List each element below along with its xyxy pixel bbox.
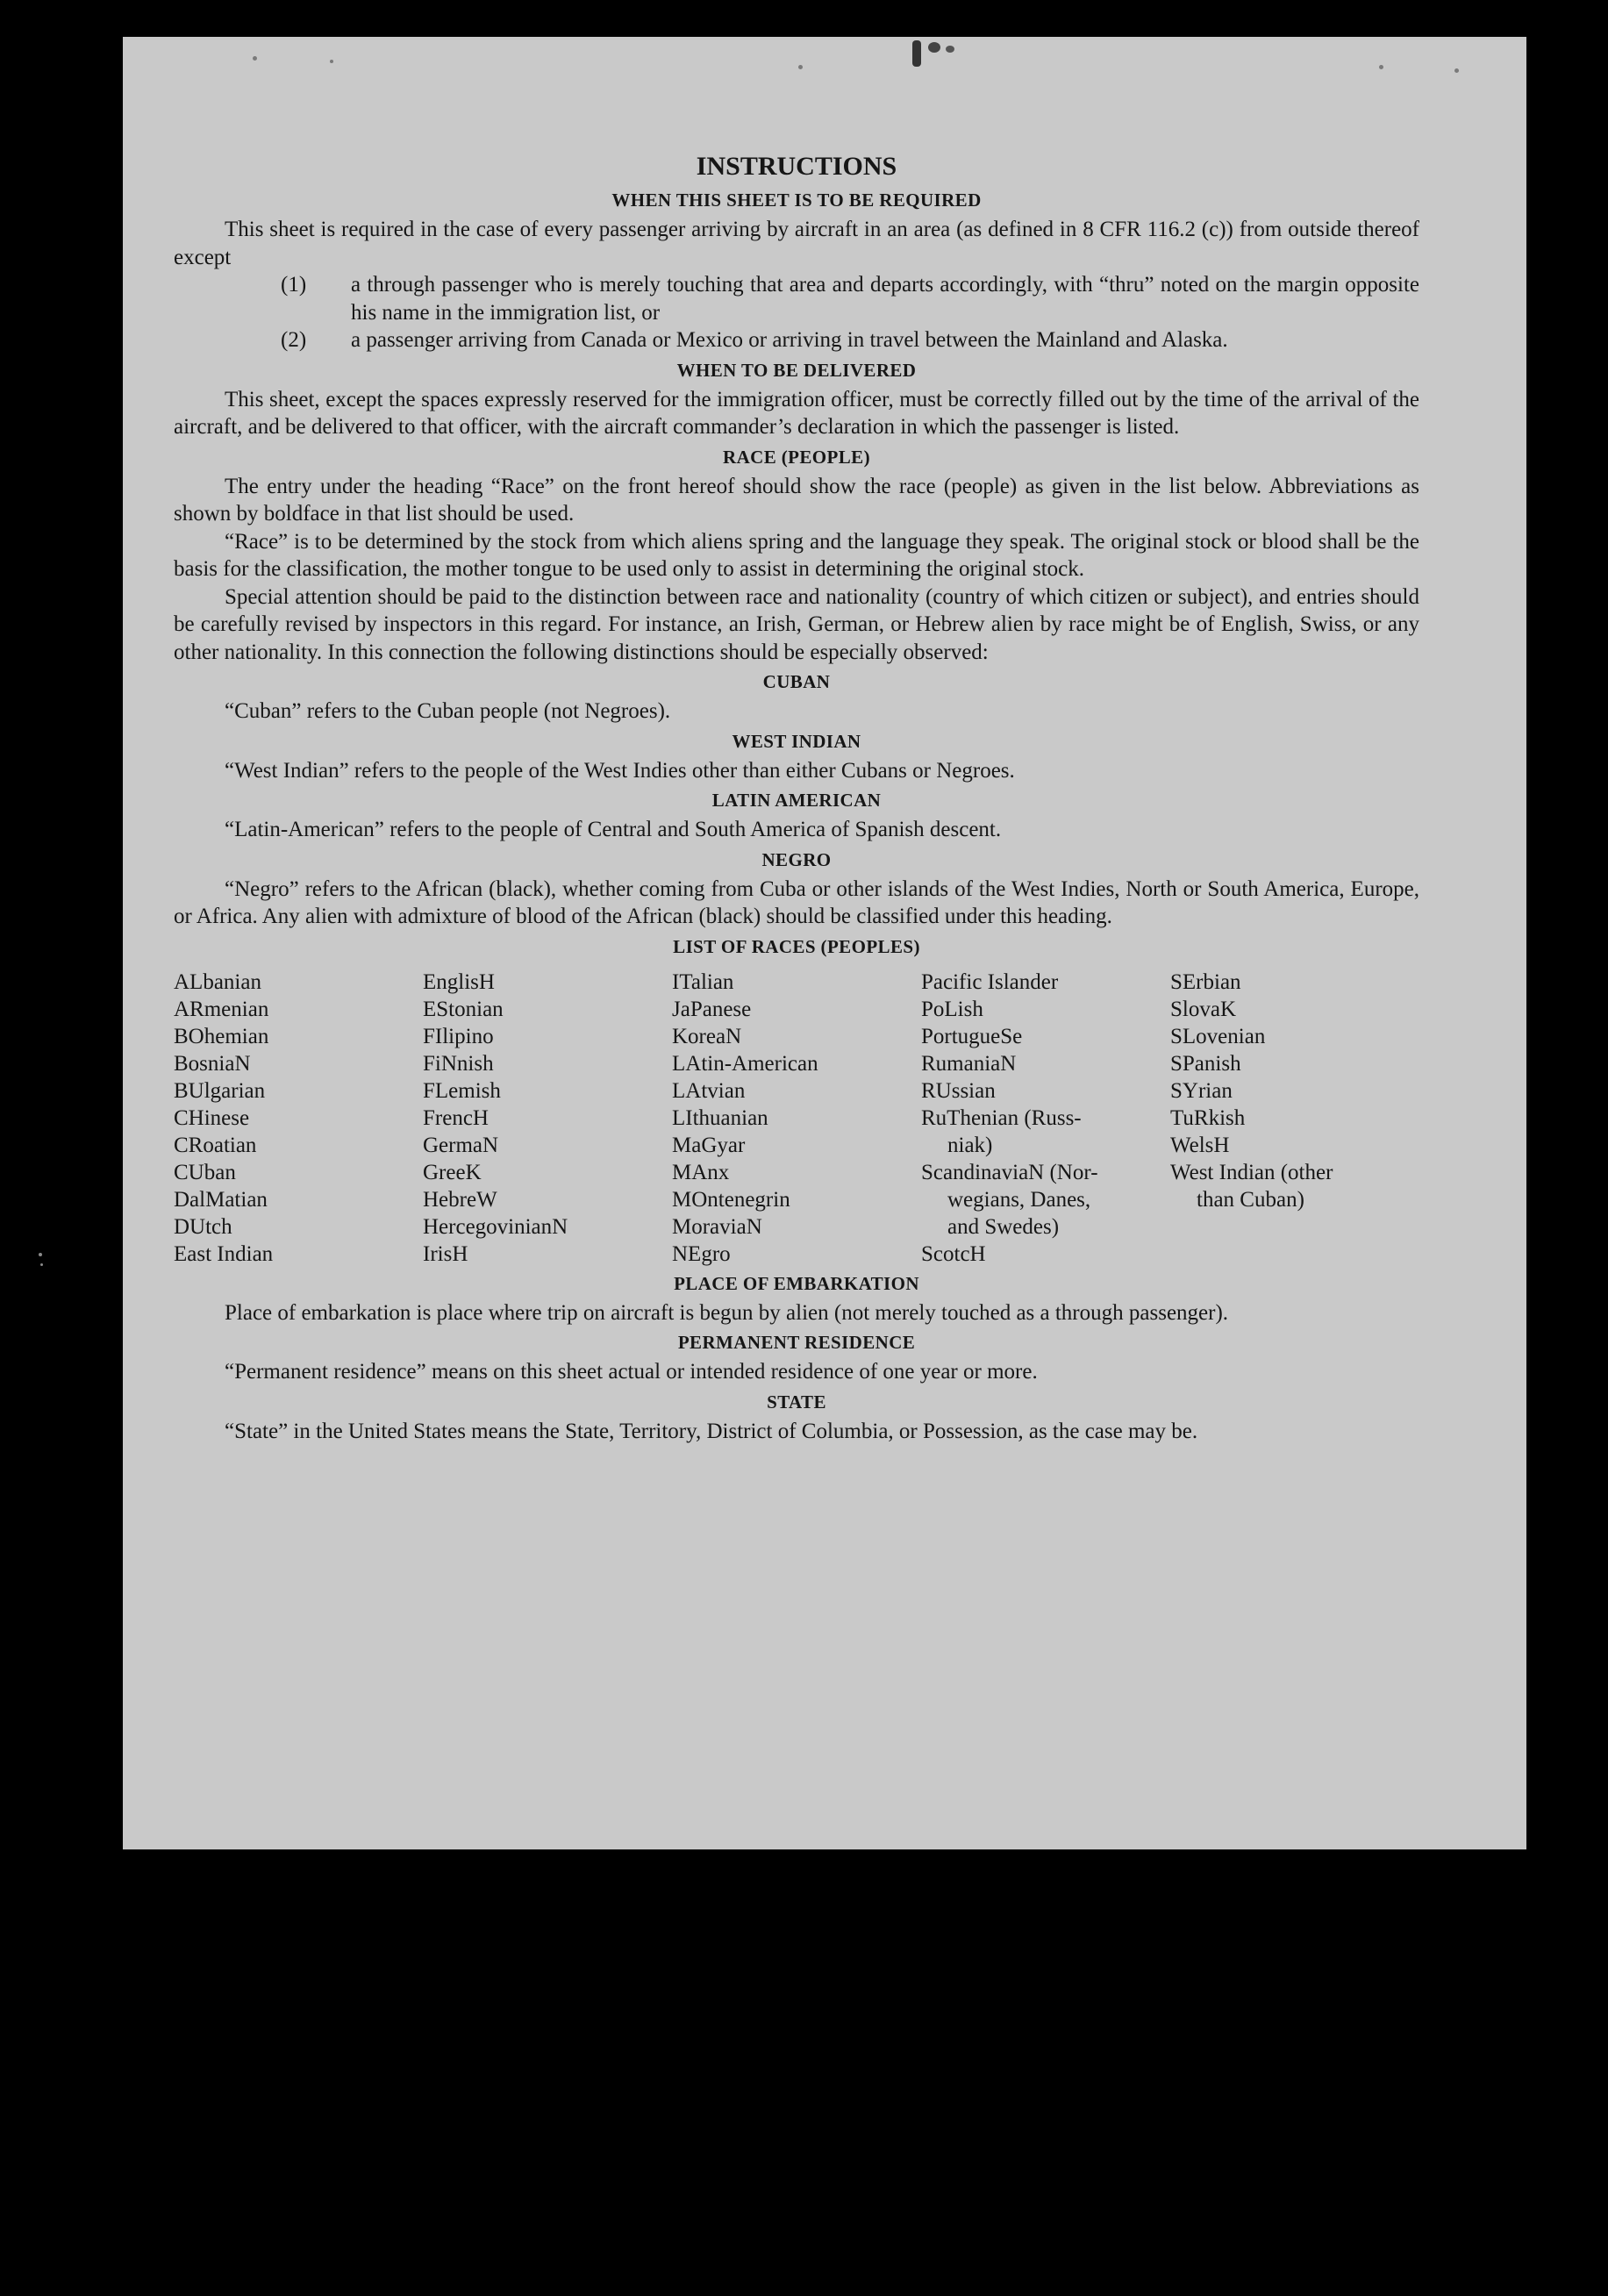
race-entry-continued: niak) [947, 1133, 993, 1157]
race-entry: PoLish [921, 997, 983, 1021]
race-entry: EStonian [423, 997, 504, 1021]
race-entry: FiNnish [423, 1051, 494, 1076]
race-entry: FIlipino [423, 1024, 494, 1048]
ink-mark [946, 46, 954, 53]
race-entry: NEgro [672, 1241, 731, 1266]
race-entry: SLovenian [1170, 1024, 1266, 1048]
instructions-body [174, 151, 1419, 1445]
heading-permanent-residence: PERMANENT RESIDENCE [677, 1332, 916, 1353]
required-item-2 [281, 326, 1419, 354]
item-text: a through passenger who is merely touching that area and departs accordingly, with “thru” noted on the margin opposite his name in the immigration list, or [351, 273, 1419, 325]
race-column-3 [672, 969, 921, 1268]
race-entry: ARmenian [174, 997, 269, 1021]
ink-dot [253, 56, 257, 61]
scan-speck [40, 1263, 43, 1266]
race-column-1 [174, 969, 423, 1268]
race-entry: GermaN [423, 1133, 499, 1157]
race-entry: TuRkish [1170, 1105, 1246, 1130]
race-entry: MOntenegrin [672, 1187, 790, 1212]
race-entry: LAtin-American [672, 1051, 818, 1076]
page-title: INSTRUCTIONS [696, 152, 897, 181]
race-entry: DalMatian [174, 1187, 268, 1212]
heading-race: RACE (PEOPLE) [723, 446, 870, 468]
race-entry: Pacific Islander [921, 969, 1059, 994]
race-entry: HebreW [423, 1187, 497, 1212]
race-paragraph-3: Special attention should be paid to the distinction between race and nationality (country of which citizen or subject), and entries should be carefully revised by inspectors in this regard. For instance, an Irish, German, or Hebrew alien by race might be of English, Swiss, or any other nationality. In this connection the following distinctions should be especially observed: [174, 584, 1419, 664]
item-number: (2) [281, 328, 307, 352]
required-item-1 [281, 271, 1419, 326]
race-column-5 [1170, 969, 1419, 1268]
heading-latin-american: LATIN AMERICAN [711, 790, 882, 811]
race-entry: SPanish [1170, 1051, 1241, 1076]
race-entry: CHinese [174, 1105, 250, 1130]
heading-when-delivered: WHEN TO BE DELIVERED [676, 359, 917, 381]
race-paragraph-2: “Race” is to be determined by the stock from which aliens spring and the language they speak. The original stock or blood shall be the basis for the classification, the mother tongue to be used only to assist in determining the original stock. [174, 529, 1419, 581]
race-entry: SlovaK [1170, 997, 1236, 1021]
race-entry: WelsH [1170, 1133, 1230, 1157]
cuban-text: “Cuban” refers to the Cuban people (not Negroes). [225, 699, 671, 723]
heading-place-of-embarkation: PLACE OF EMBARKATION [674, 1272, 919, 1294]
negro-text: “Negro” refers to the African (black), whether coming from Cuba or other islands of the West Indies, North or South America, Europe, or Africa. Any alien with admixture of blood of the African (black) should be classified under this heading. [174, 876, 1419, 928]
document-sheet [123, 37, 1526, 1849]
race-entry: FrencH [423, 1105, 489, 1130]
race-entry: BOhemian [174, 1024, 269, 1048]
race-entry: MoraviaN [672, 1214, 762, 1239]
ink-dot [1379, 65, 1383, 69]
race-entry: FLemish [423, 1078, 501, 1103]
heading-state: STATE [767, 1391, 826, 1413]
race-entry: PortugueSe [921, 1024, 1023, 1048]
race-column-2 [423, 969, 672, 1268]
race-paragraph-1: The entry under the heading “Race” on the front hereof should show the race (people) as given in the list below. Abbreviations as shown by boldface in that list should be used. [174, 474, 1419, 526]
ink-dot [798, 65, 803, 69]
race-entry: BUlgarian [174, 1078, 266, 1103]
heading-cuban: CUBAN [762, 671, 831, 692]
race-entry: ScandinaviaN (Nor- [921, 1160, 1098, 1184]
west-indian-text: “West Indian” refers to the people of the West Indies other than either Cubans or Negroes. [225, 758, 1015, 783]
race-entry: IrisH [423, 1241, 468, 1266]
race-list [174, 969, 1419, 1268]
embarkation-text: Place of embarkation is place where trip on aircraft is begun by alien (not merely touched as a through passenger). [225, 1300, 1229, 1325]
race-entry: MaGyar [672, 1133, 746, 1157]
delivered-text: This sheet, except the spaces expressly reserved for the immigration officer, must be correctly filled out by the time of the arrival of the aircraft, and be delivered to that officer, with the aircraft commander’s declaration in which the passenger is listed. [174, 387, 1419, 439]
race-entry: RUssian [921, 1078, 996, 1103]
race-entry: HercegovinianN [423, 1214, 568, 1239]
race-entry: LIthuanian [672, 1105, 768, 1130]
race-entry: JaPanese [672, 997, 752, 1021]
race-entry: West Indian (other [1170, 1160, 1333, 1184]
ink-dot [330, 60, 333, 63]
item-number: (1) [281, 273, 307, 297]
residence-text: “Permanent residence” means on this sheet actual or intended residence of one year or more. [225, 1360, 1038, 1384]
race-entry: SErbian [1170, 969, 1241, 994]
race-entry: LAtvian [672, 1078, 746, 1103]
race-entry: CUban [174, 1160, 236, 1184]
race-entry: East Indian [174, 1241, 274, 1266]
race-entry-continued: and Swedes) [947, 1214, 1060, 1239]
heading-list-of-races: LIST OF RACES (PEOPLES) [673, 935, 920, 957]
ink-mark [928, 42, 940, 53]
heading-west-indian: WEST INDIAN [732, 730, 861, 752]
race-entry-continued: wegians, Danes, [947, 1187, 1091, 1212]
scan-speck [39, 1253, 42, 1256]
ink-dot [1454, 68, 1459, 73]
race-entry: CRoatian [174, 1133, 257, 1157]
race-entry: EnglisH [423, 969, 495, 994]
race-entry: KoreaN [672, 1024, 742, 1048]
heading-when-required: WHEN THIS SHEET IS TO BE REQUIRED [611, 190, 982, 211]
race-entry: ScotcH [921, 1241, 986, 1266]
race-entry: RuThenian (Russ- [921, 1105, 1082, 1130]
race-entry: ALbanian [174, 969, 261, 994]
race-entry: SYrian [1170, 1078, 1233, 1103]
race-entry: DUtch [174, 1214, 232, 1239]
heading-negro: NEGRO [761, 848, 832, 870]
race-entry-continued: than Cuban) [1197, 1187, 1304, 1212]
required-intro: This sheet is required in the case of every passenger arriving by aircraft in an area (as defined in 8 CFR 116.2 (c)) from outside thereof except [174, 218, 1419, 269]
race-entry: ITalian [672, 969, 734, 994]
state-text: “State” in the United States means the State, Territory, District of Columbia, or Possession, as the case may be. [225, 1419, 1198, 1443]
race-entry: BosniaN [174, 1051, 251, 1076]
latin-american-text: “Latin-American” refers to the people of Central and South America of Spanish descent. [225, 818, 1002, 841]
item-text: a passenger arriving from Canada or Mexico or arriving in travel between the Mainland and Alaska. [351, 328, 1228, 352]
race-column-4 [921, 969, 1170, 1268]
race-entry: MAnx [672, 1160, 730, 1184]
race-entry: RumaniaN [921, 1051, 1017, 1076]
race-entry: GreeK [423, 1160, 482, 1184]
ink-mark [912, 40, 921, 67]
